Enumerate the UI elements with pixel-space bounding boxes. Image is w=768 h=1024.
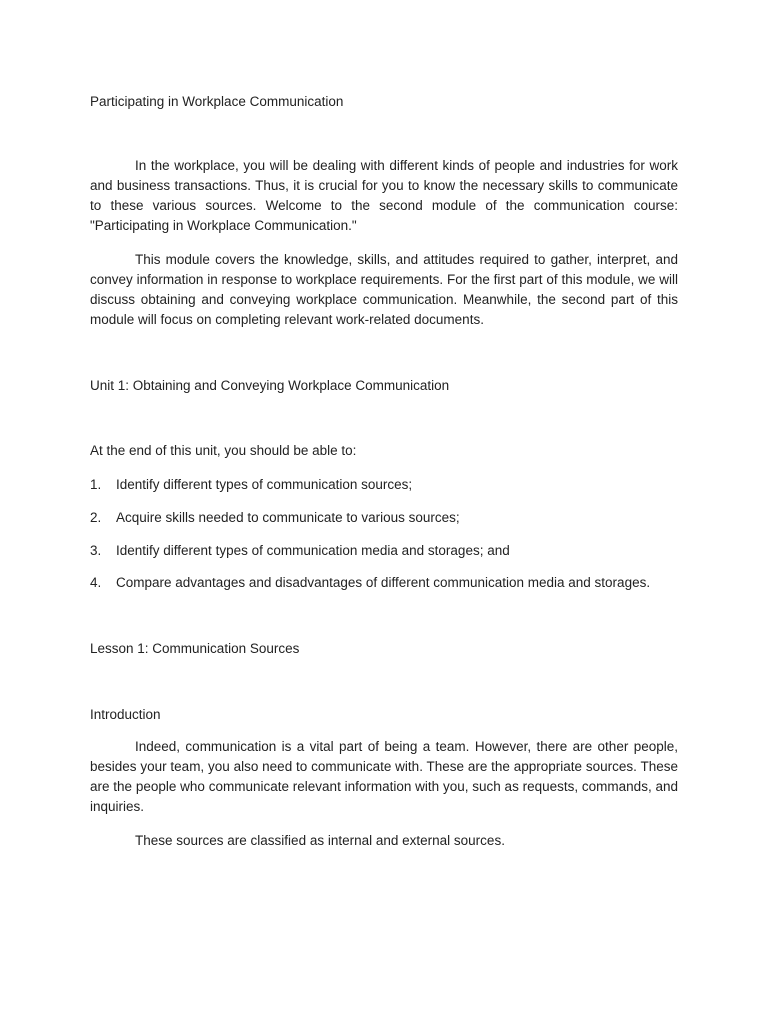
objectives-intro: At the end of this unit, you should be able to:: [90, 443, 357, 458]
intro-paragraph-2: This module covers the knowledge, skills, and attitudes required to gather, interpret, and convey information in response to workplace requirements. For the first part of this module, we will discuss obtaining and conveying workplace communication. Meanwhile, the second part of this module will focus on completing relevant work-related documents.: [90, 252, 678, 327]
objective-item-3: [90, 541, 510, 561]
objective-text: Compare advantages and disadvantages of different communication media and storages.: [116, 575, 651, 590]
objective-text: Identify different types of communication media and storages; and: [116, 543, 510, 558]
objective-item-2: [90, 508, 460, 528]
lesson-paragraph-2: These sources are classified as internal and external sources.: [135, 833, 505, 848]
objective-item-1: [90, 475, 412, 495]
objective-text: Acquire skills needed to communicate to various sources;: [116, 510, 460, 525]
objective-item-4: [90, 573, 650, 593]
objective-number: 3.: [90, 543, 102, 558]
objective-number: 4.: [90, 575, 102, 590]
introduction-heading: Introduction: [90, 707, 161, 722]
intro-paragraph-1: In the workplace, you will be dealing with different kinds of people and industries for work and business transactions. Thus, it is crucial for you to know the necessary skills to communicate to these various sources. Welcome to the second module of the communication course: "Participating in Workplace Communication.": [90, 158, 678, 233]
objective-number: 1.: [90, 477, 102, 492]
objective-text: Identify different types of communication sources;: [116, 477, 413, 492]
objective-number: 2.: [90, 510, 102, 525]
document-title: Participating in Workplace Communication: [90, 94, 344, 109]
unit-heading: Unit 1: Obtaining and Conveying Workplace Communication: [90, 378, 450, 393]
lesson-paragraph-1: Indeed, communication is a vital part of being a team. However, there are other people, besides your team, you also need to communicate with. These are the appropriate sources. These are the people who communicate relevant information with you, such as requests, commands, and inquiries.: [90, 739, 678, 814]
lesson-heading: Lesson 1: Communication Sources: [90, 641, 300, 656]
